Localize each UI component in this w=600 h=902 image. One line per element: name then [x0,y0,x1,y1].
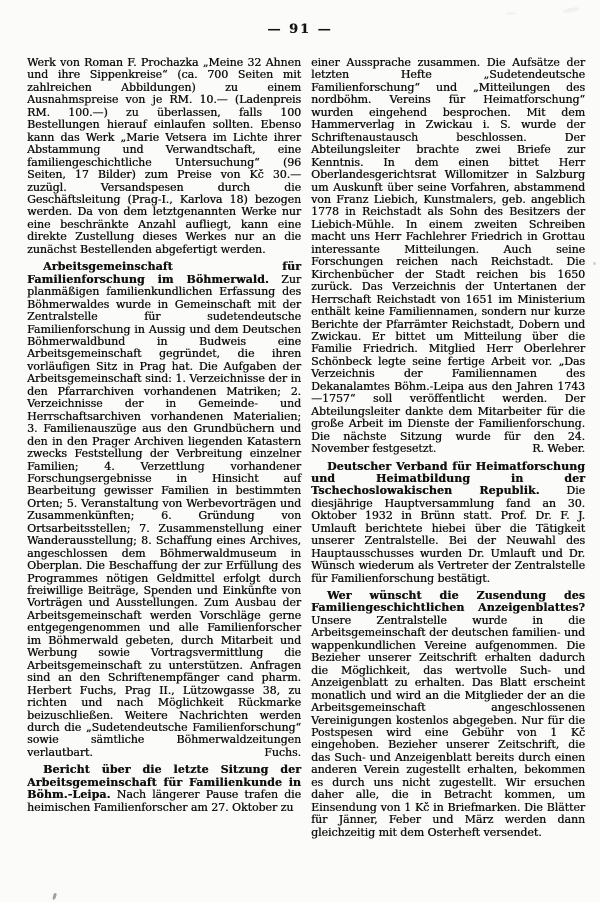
signature: R. Weber. [532,442,585,456]
scan-speck [52,893,57,901]
paragraph-heading: Arbeitsgemeinschaft für Familienforschung im Böhmerwald. [27,260,301,286]
paragraph: Bericht über die letzte Sitzung der Arbeitsgemeinschaft für Familienkunde in Böhm.-Leipa. Nach längerer Pause trafen die heimischen Familienforscher am 27. Oktober zu [27,763,301,814]
paragraph: Arbeitsgemeinschaft für Familienforschung im Böhmerwald. Zur planmäßigen familienkundlichen Erfassung des Böhmerwaldes wurde in Gemeinschaft mit der Zentralstelle für sudetendeutsche Familienforschung in Aussig und dem Deutschen Böhmerwaldbund in Budweis eine Arbeitsgemeinschaft gegründet, die ihren vorläufigen Sitz in Prag hat. Die Aufgaben der Arbeitsgemeinschaft sind: 1. Verzeichnisse der in den Pfarrarchiven vorhandenen Matriken; 2. Verzeichnisse der in Gemeinde- und Herrschaftsarchiven vorhandenen Materialien; 3. Familienauszüge aus den Grundbüchern und den in den Prager Archiven liegenden Katastern zwecks Feststellung der Verbreitung einzelner Familien; 4. Verzettlung vorhandener Forschungsergebnisse in Hinsicht auf Bearbeitung gewisser Familien in bestimmten Orten; 5. Veranstaltung von Werbevorträgen und Zusammenkünften; 6. Gründung von Ortsarbeitsstellen; 7. Zusammenstellung einer Wanderausstellung; 8. Schaffung eines Archives, angeschlossen dem Böhmerwaldmuseum in Oberplan. Die Beschaffung der zur Erfüllung des Programmes nötigen Geldmittel erfolgt durch freiwillige Beiträge, Spenden und Einkünfte von Vorträgen und Ausstellungen. Zum Ausbau der Arbeitsgemeinschaft werden Vorschläge gerne entgegengenommen und alle Familienforscher im Böhmerwald gebeten, durch Mitarbeit und Werbung sowie Vortragsvermittlung die Arbeitsgemeinschaft zu unterstützen. Anfragen sind an den Schriftenempfänger cand pharm. Herbert Fuchs, Prag II., Lützowgasse 38, zu richten und nach Möglichkeit Rückmarke beizuschließen. Weitere Nachrichten werden durch die „Sudetendeutsche Familienforschung“ sowie sämtliche Böhmerwaldzeitungen verlautbart. Fuchs. [27,260,301,759]
paragraph: Deutscher Verband für Heimatforschung und Heimatbildung in der Tschechoslowakischen Republik. Die diesjährige Hauptversammlung fand an 30. Oktober 1932 in Brünn statt. Prof. Dr. F. J. Umlauft berichtete hiebei über die Tätigkeit unserer Zentralstelle. Bei der Neuwahl des Hauptausschusses wurden Dr. Umlauft und Dr. Wünsch wiederum als Vertreter der Zentralstelle für Familienforschung bestätigt. [311,459,585,585]
paragraph: Werk von Roman F. Prochazka „Meine 32 Ahnen und ihre Sippenkreise“ (ca. 700 Seiten mit zahlreichen Abbildungen) zu einem Ausnahmspreise von je RM. 10.— (Ladenpreis RM. 100.—) zu überlassen, falls 100 Bestellungen hierauf einlaufen sollten. Ebenso kann das Werk „Marie Vetsera im Lichte ihrer Abstammung und Verwandtschaft, eine familiengeschichtliche Untersuchung“ (96 Seiten, 17 Bilder) zum Preise von Kč 30.— zuzügl. Versandspesen durch die Geschäftsleitung (Prag-I., Karlova 18) bezogen werden. Da von dem letztgenannten Werke nur eine beschränkte Anzahl aufliegt, kann eine direkte Zustellung dieses Werkes nur an die zunächst Bestellenden abgefertigt werden. [27,56,301,256]
page-number: — 91 — [267,22,333,37]
right-column [311,57,585,839]
two-column-text-block [27,57,584,839]
left-column [27,57,301,839]
paragraph-heading: Bericht über die letzte Sitzung der Arbeitsgemeinschaft für Familienkunde in Böhm.-Leipa. [27,763,301,802]
scan-speck [593,262,596,265]
scan-speck [506,12,516,15]
paragraph-heading: Wer wünscht die Zusendung des Familiengeschichtlichen Anzeigenblattes? [311,589,585,615]
paragraph: einer Aussprache zusammen. Die Aufsätze der letzten Hefte „Sudetendeutsche Familienforschung“ und „Mitteilungen des nordböhm. Vereins für Heimatforschung“ wurden eingehend besprochen. Mit dem Hammerverlag in Zwickau i. S. wurde der Schriftenaustausch beschlossen. Der Abteilungsleiter brachte zwei Briefe zur Kenntnis. In dem einen bittet Herr Oberlandesgerichtsrat Willomitzer in Salzburg um Auskunft über seine Vorfahren, abstammend von Franz Liebich, Kunstmalers, geb. angeblich 1778 in Reichstadt als Sohn des Besitzers der Liebich-Mühle. In einem zweiten Schreiben macht uns Herr Fachlehrer Friedrich in Grottau interessante Mitteilungen. Auch seine Forschungen reichen nach Reichstadt. Die Kirchenbücher der Stadt reichen bis 1650 zurück. Das Verzeichnis der Untertanen der Herrschaft Reichstadt von 1651 im Ministerium enthält keine Familiennamen, sondern nur kurze Berichte der Pfarrämter Reichstadt, Dobern und Zwickau. Er bittet um Mitteilung über die Familie Friedrich. Mitglied Herr Oberlehrer Schönbeck legte seine fertige Arbeit vor. „Das Verzeichnis der Familiennamen des Dekanalamtes Böhm.-Leipa aus den Jahren 1743—1757“ soll veröffentlicht werden. Der Abteilungsleiter dankte dem Mitarbeiter für die große Arbeit im Dienste der Familienforschung. Die nächste Sitzung wurde für den 24. November festgesetzt. R. Weber. [311,56,585,456]
paragraph-heading: Deutscher Verband für Heimatforschung und Heimatbildung in der Tschechoslowakischen Republik. [311,459,585,498]
paragraph: Wer wünscht die Zusendung des Familiengeschichtlichen Anzeigenblattes? Unsere Zentralstelle wurde in die Arbeitsgemeinschaft der deutschen familien- und wappenkundlichen Vereine aufgenommen. Die Bezieher unserer Zeitschrift erhalten dadurch die Möglichkeit, das wertvolle Such- und Anzeigenblatt zu erhalten. Das Blatt erscheint monatlich und wird an die Mitglieder der an die Arbeitsgemeinschaft angeschlossenen Vereinigungen kostenlos abgegeben. Nur für die Postspesen wird eine Gebühr von 1 Kč eingehoben. Bezieher unserer Zeitschrift, die das Such- und Anzeigenblatt bereits durch einen anderen Verein zugestellt erhalten, bekommen es durch uns nicht zugestellt. Wir ersuchen daher alle, die in Betracht kommen, um Einsendung von 1 Kč in Briefmarken. Die Blätter für Jänner, Feber und März werden dann gleichzeitig mit dem Osterheft versendet. [311,589,585,839]
scan-speck [563,6,579,13]
signature: Fuchs. [264,745,301,759]
